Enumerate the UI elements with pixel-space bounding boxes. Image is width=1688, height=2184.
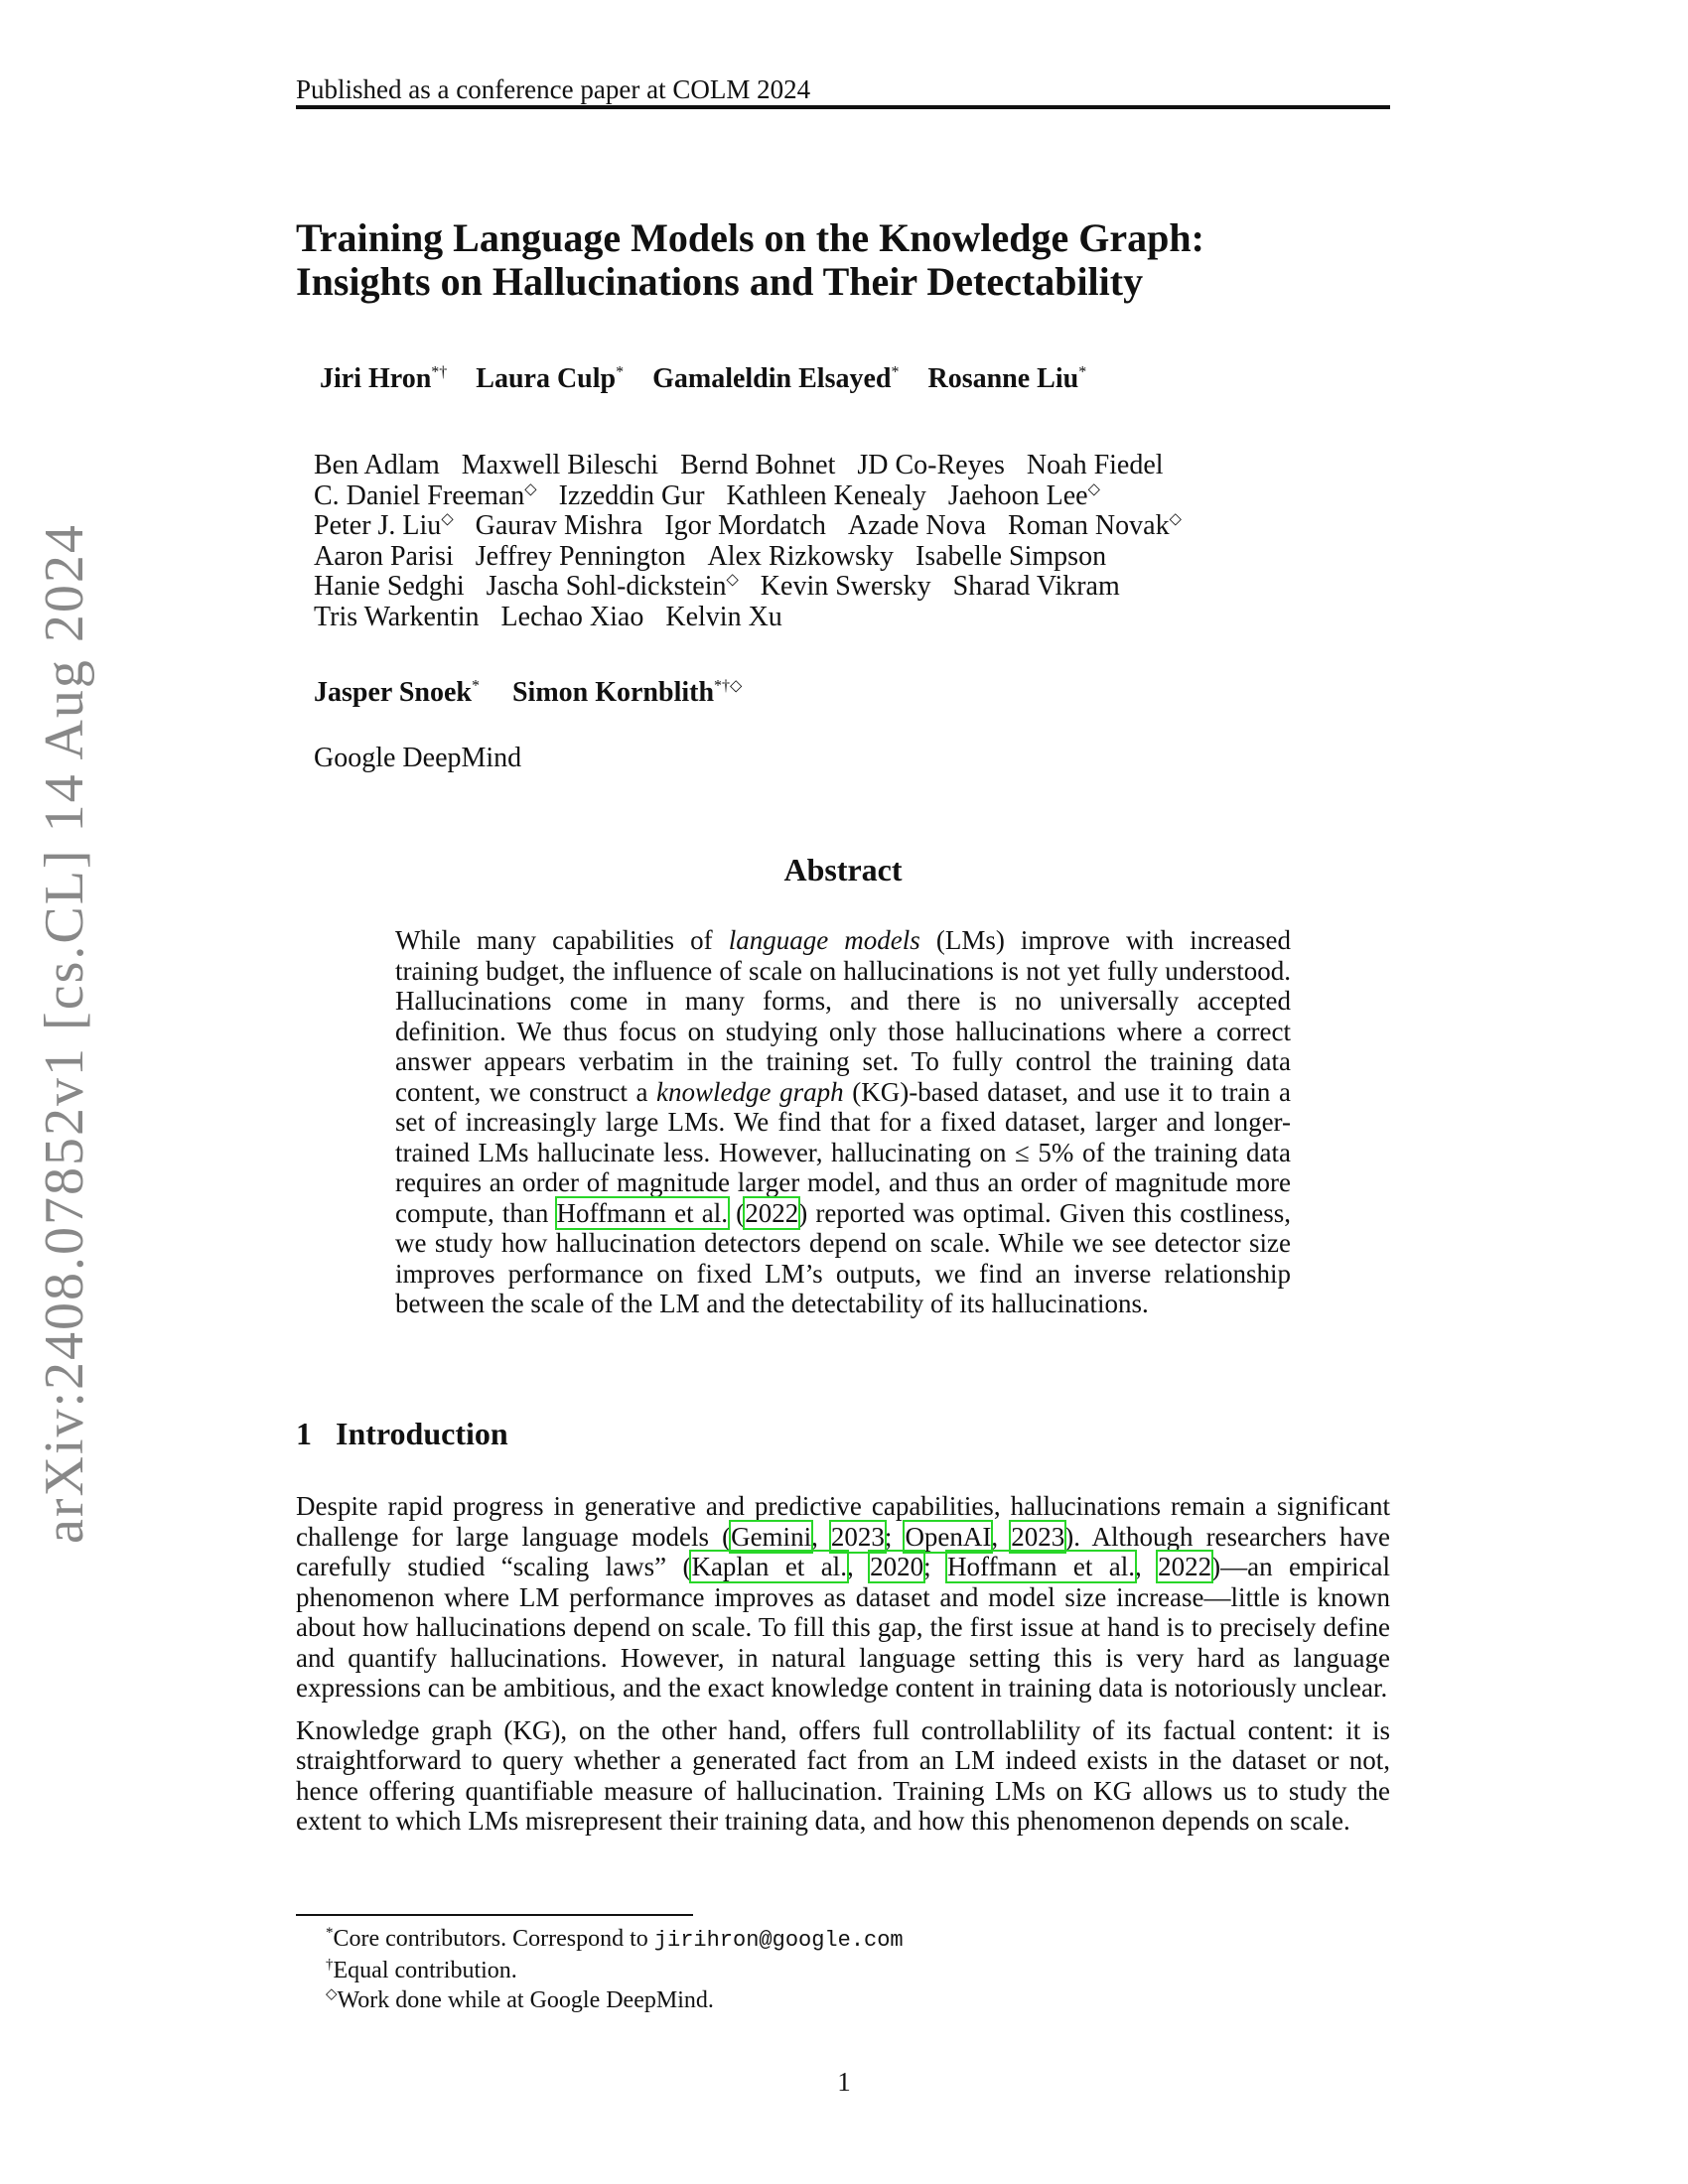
paragraph: Knowledge graph (KG), on the other hand, offers full controllablility of its factual content: it is straightforward to query whether a generated fact from an LM indeed exists in the dataset or not, hence offering quantifiable measure of hallucination. Training LMs on KG allows us to study the extent to which LMs misrepresent their training data, and how this phenomenon depends on scale. bbox=[296, 1714, 1390, 1836]
footnote: *Core contributors. Correspond to jirihron@google.com bbox=[326, 1925, 904, 1953]
page-number: 1 bbox=[837, 2067, 851, 2097]
author: Simon Kornblith*†◇ bbox=[511, 677, 743, 708]
author: Gamaleldin Elsayed* bbox=[652, 363, 900, 394]
author: Aaron Parisi bbox=[314, 540, 454, 572]
author-row bbox=[314, 603, 1203, 633]
running-header: Published as a conference paper at COLM 2024 bbox=[296, 74, 811, 104]
author: Roman Novak◇ bbox=[1008, 510, 1182, 541]
author: Peter J. Liu◇ bbox=[314, 510, 454, 541]
email-address: jirihron@google.com bbox=[653, 1928, 904, 1953]
citation-link[interactable]: 2020 bbox=[870, 1552, 924, 1581]
author: Jiri Hron*† bbox=[320, 363, 448, 394]
author: Isabelle Simpson bbox=[914, 540, 1107, 572]
citation-link[interactable]: Gemini bbox=[731, 1521, 812, 1552]
title-line-1: Training Language Models on the Knowledge Graph: bbox=[296, 215, 1204, 260]
author: Gaurav Mishra bbox=[475, 510, 643, 541]
last-authors bbox=[314, 677, 768, 709]
author-list bbox=[314, 451, 1203, 632]
author: Hanie Sedghi bbox=[314, 571, 465, 602]
citation-link[interactable]: Hoffmann et al. bbox=[947, 1552, 1136, 1581]
abstract-heading: Abstract bbox=[783, 852, 903, 887]
author: Noah Fiedel bbox=[1026, 450, 1164, 480]
citation-link[interactable]: 2022 bbox=[745, 1197, 799, 1228]
affiliation: Google DeepMind bbox=[314, 743, 522, 773]
author: Azade Nova bbox=[847, 510, 987, 541]
author: Alex Rizkowsky bbox=[707, 540, 894, 572]
author-row bbox=[314, 572, 1203, 603]
author: Jaehoon Lee◇ bbox=[947, 479, 1100, 511]
author-row bbox=[314, 542, 1203, 573]
abstract-text: While many capabilities of language models (LMs) improve with increased training budget, the influence of scale on hallucinations is not yet fully understood. Hallucinations come in many forms, and there is no universally accepted definition. We thus focus on studying only those hallucinations where a correct answer appears verbatim in the training set. To fully control the training data content, we construct a knowledge graph (KG)-based dataset, and use it to train a set of increasingly large LMs. We find that for a fixed dataset, larger and longer-trained LMs hallucinate less. However, hallucinating on ≤ 5% of the training data requires an order of magnitude larger model, and thus an order of magnitude more compute, than Hoffmann et al. (2022) reported was optimal. Given this costliness, we study how hallucination detectors depend on scale. While we see detector size improves performance on fixed LM’s outputs, we find an inverse relationship between the scale of the LM and the detectability of its hallucinations. bbox=[395, 925, 1292, 1318]
footnote: ◇Work done while at Google DeepMind. bbox=[326, 1986, 714, 2013]
author-row bbox=[314, 481, 1203, 512]
author: Jasper Snoek* bbox=[314, 677, 480, 708]
footnotes bbox=[326, 1924, 904, 2015]
arxiv-identifier: arXiv:2408.07852v1 [cs.CL] 14 Aug 2024 bbox=[34, 523, 95, 1544]
introduction-body bbox=[296, 1491, 1390, 1848]
footnote: †Equal contribution. bbox=[326, 1957, 517, 1983]
section-heading: 1 Introduction bbox=[296, 1416, 508, 1451]
author: Jeffrey Pennington bbox=[475, 540, 686, 572]
author: C. Daniel Freeman◇ bbox=[314, 479, 537, 511]
author: Lechao Xiao bbox=[500, 601, 644, 632]
author: Tris Warkentin bbox=[314, 601, 480, 632]
header-rule bbox=[296, 105, 1390, 109]
citation-link[interactable]: OpenAI bbox=[905, 1521, 992, 1552]
citation-link[interactable]: Hoffmann et al. bbox=[556, 1197, 729, 1228]
citation-link[interactable]: 2022 bbox=[1158, 1552, 1212, 1581]
author: Kevin Swersky bbox=[760, 571, 931, 602]
author: Izzeddin Gur bbox=[558, 479, 705, 511]
title-line-2: Insights on Hallucinations and Their Detectability bbox=[296, 259, 1144, 304]
paragraph: Despite rapid progress in generative and predictive capabilities, hallucinations remain a significant challenge for large language models (Gemini, 2023; OpenAI, 2023). Although researchers have carefully studied “scaling laws” (Kaplan et al., 2020; Hoffmann et al., 2022)—an empirical phenomenon where LM performance improves as dataset and model size increase—little is known about how hallucinations depend on scale. To fill this gap, the first issue at hand is to precisely define and quantify hallucinations. However, in natural language setting this is very hard as language expressions can be ambitious, and the exact knowledge content in training data is notoriously unclear. bbox=[296, 1491, 1390, 1703]
author: JD Co-Reyes bbox=[857, 450, 1005, 480]
author: Maxwell Bileschi bbox=[461, 450, 659, 480]
author-row bbox=[314, 511, 1203, 542]
author-row bbox=[314, 451, 1203, 481]
core-authors bbox=[320, 363, 1108, 395]
author: Jascha Sohl-dickstein◇ bbox=[486, 571, 739, 602]
citation-link[interactable]: 2023 bbox=[830, 1521, 885, 1552]
paper-title bbox=[296, 216, 1388, 304]
author: Kathleen Kenealy bbox=[726, 479, 926, 511]
author: Laura Culp* bbox=[476, 363, 625, 394]
citation-link[interactable]: 2023 bbox=[1011, 1521, 1065, 1552]
author: Sharad Vikram bbox=[952, 571, 1120, 602]
author: Rosanne Liu* bbox=[927, 363, 1087, 394]
author: Igor Mordatch bbox=[664, 510, 826, 541]
author: Bernd Bohnet bbox=[680, 450, 836, 480]
author: Ben Adlam bbox=[314, 450, 440, 480]
author: Kelvin Xu bbox=[665, 601, 782, 632]
citation-link[interactable]: Kaplan et al. bbox=[691, 1552, 847, 1581]
footnote-rule bbox=[296, 1914, 693, 1916]
